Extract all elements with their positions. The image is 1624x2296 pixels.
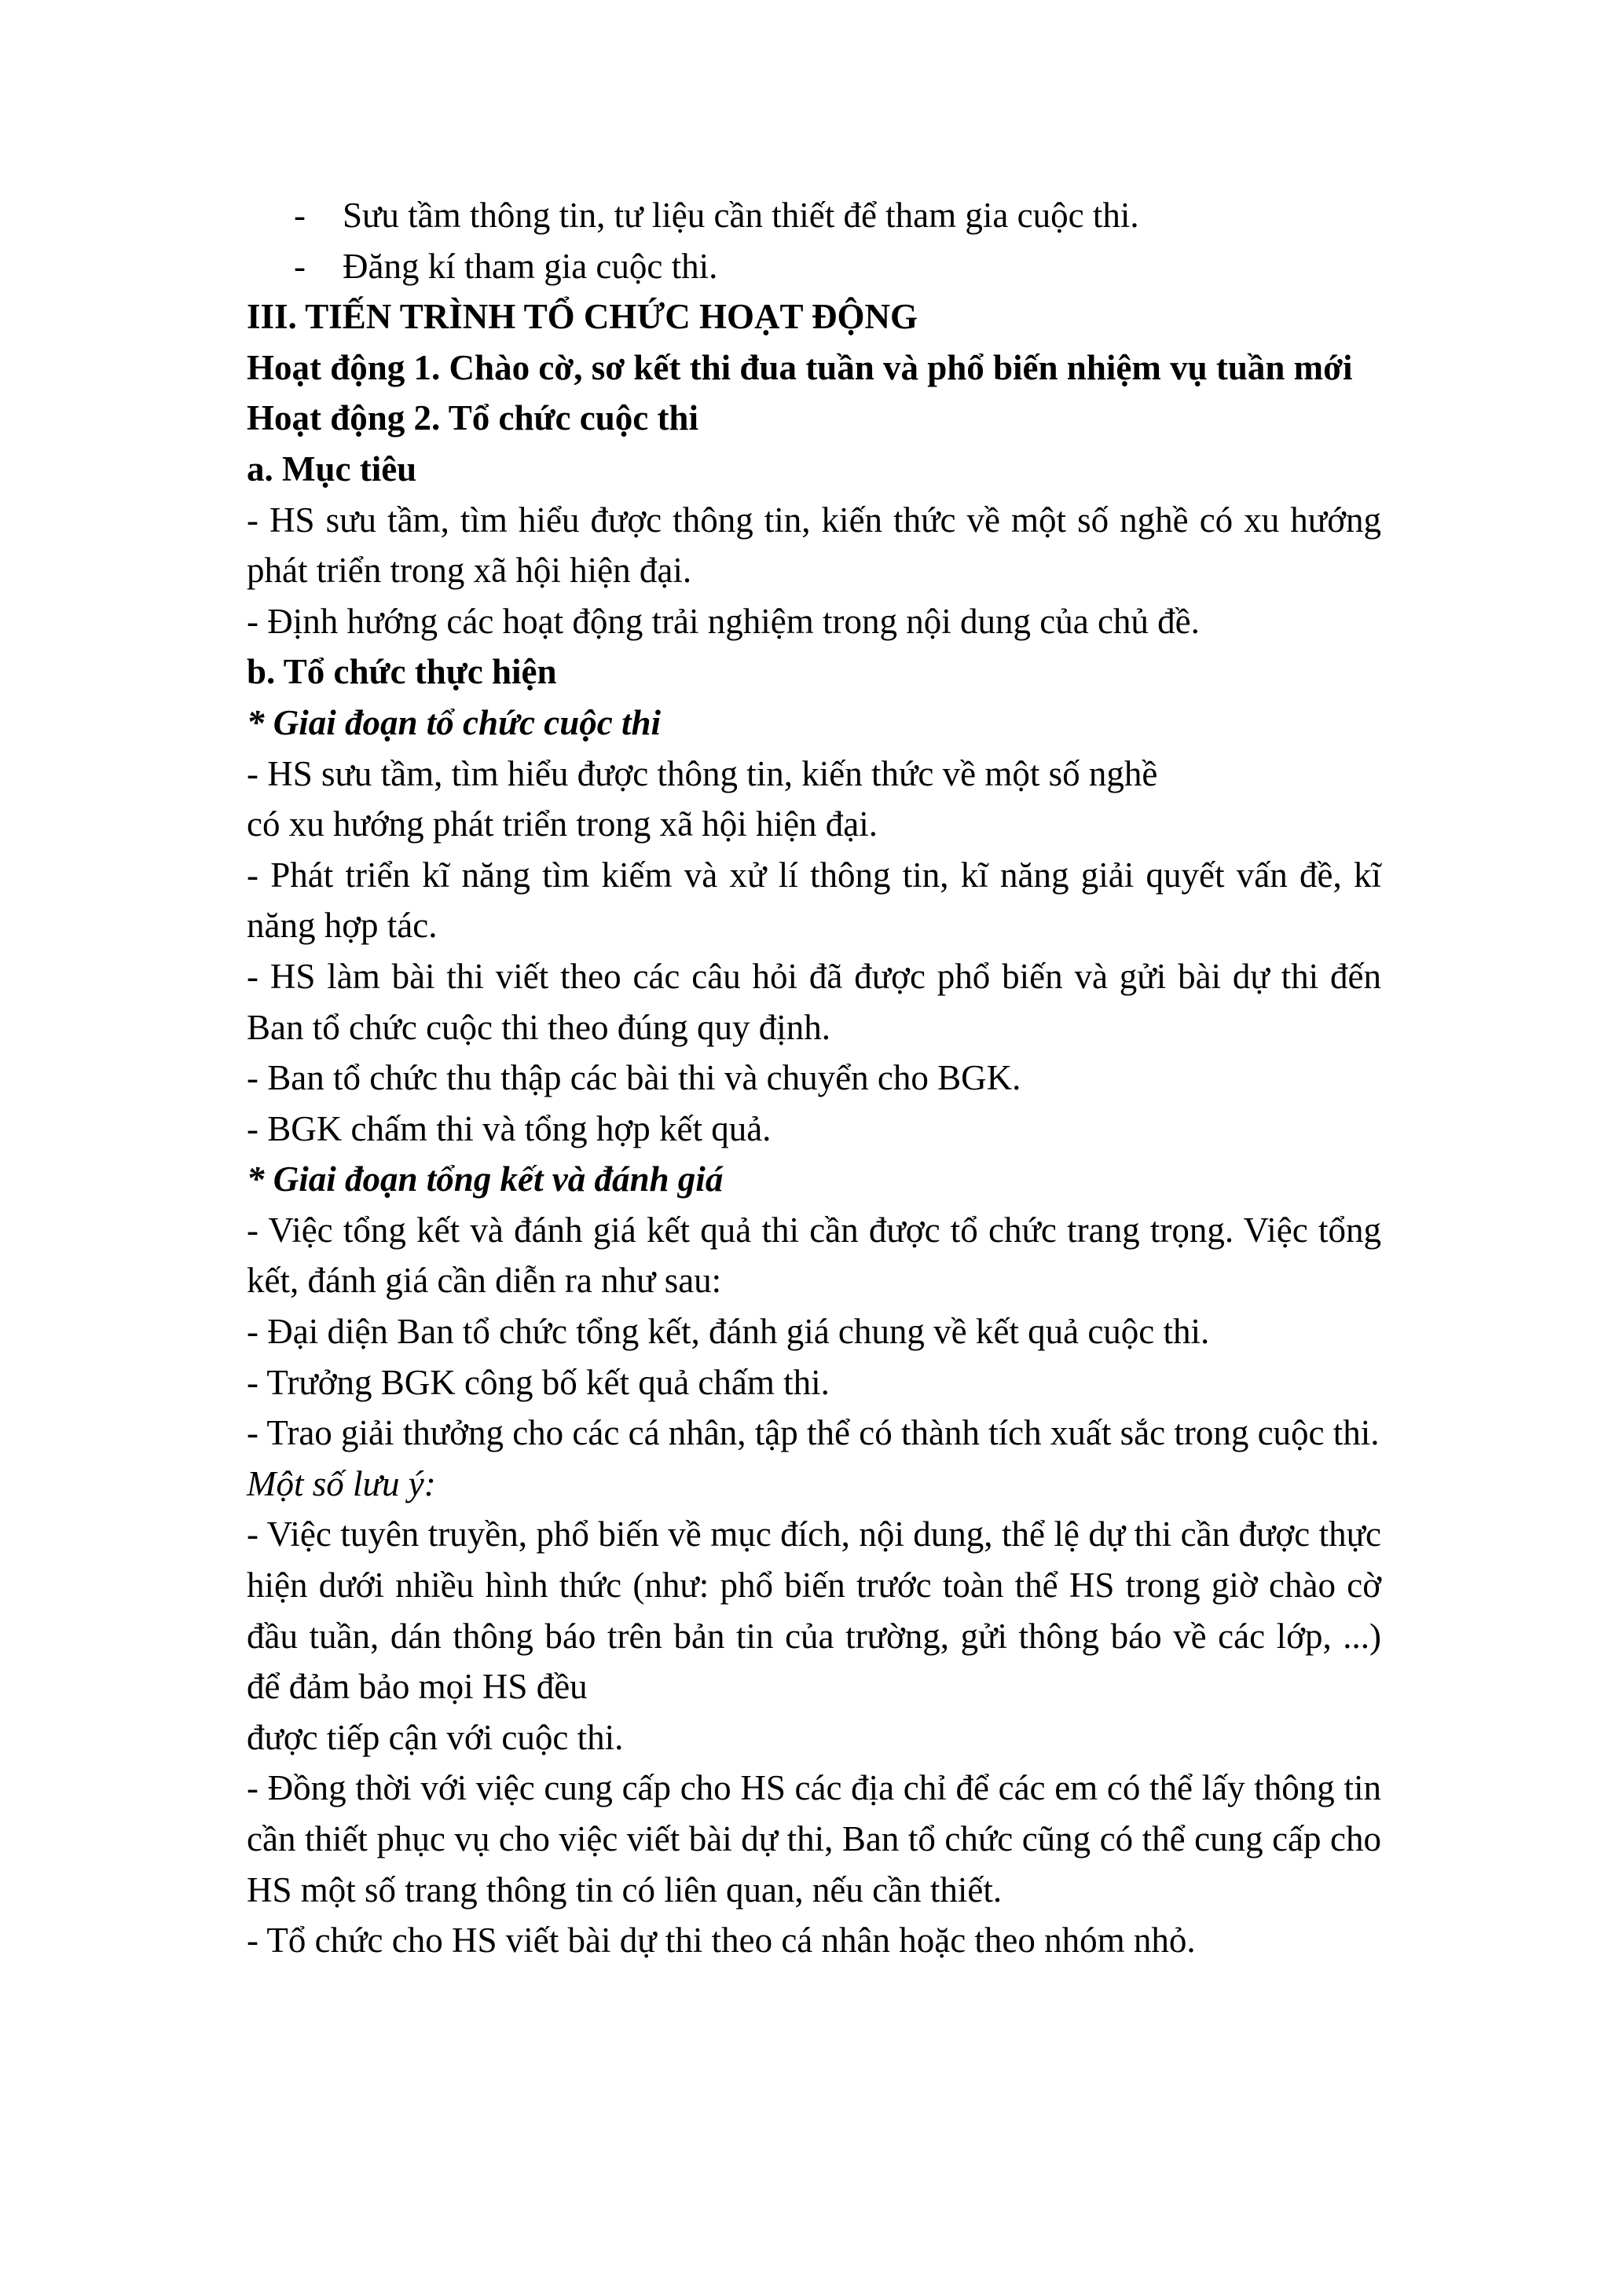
phase-2-item: - Trao giải thưởng cho các cá nhân, tập thể có thành tích xuất sắc trong cuộc thi. — [247, 1413, 1380, 1453]
goal-heading: a. Mục tiêu — [247, 449, 417, 489]
phase-1-item: - BGK chấm thi và tổng hợp kết quả. — [247, 1108, 772, 1148]
phase-1-item: - Ban tổ chức thu thập các bài thi và chuyển cho BGK. — [247, 1058, 1021, 1098]
phase-2-item: - Đại diện Ban tổ chức tổng kết, đánh giá chung về kết quả cuộc thi. — [247, 1312, 1210, 1352]
bullet-item — [247, 190, 1381, 241]
activity-1-heading: Hoạt động 1. Chào cờ, sơ kết thi đua tuần và phổ biến nhiệm vụ tuần mới — [247, 347, 1353, 387]
notes-item: - Việc tuyên truyền, phổ biến về mục đích, nội dung, thể lệ dự thi cần được thực hiện dưới nhiều hình thức (như: phổ biến trước toàn thể HS trong giờ chào cờ đầu tuần, dán thông báo trên bản tin của trường, gửi thông báo về các lớp, ...) để đảm bảo mọi HS đều — [247, 1514, 1381, 1707]
notes-item: - Tổ chức cho HS viết bài dự thi theo cá nhân hoặc theo nhóm nhỏ. — [247, 1921, 1196, 1961]
section-title: III. TIẾN TRÌNH TỔ CHỨC HOẠT ĐỘNG — [247, 297, 918, 337]
phase-1-line: có xu hướng phát triển trong xã hội hiện đại. — [247, 804, 878, 844]
notes-item: - Đồng thời với việc cung cấp cho HS các địa chỉ để các em có thể lấy thông tin cần thiết phục vụ cho việc viết bài dự thi, Ban tổ chức cũng có thể cung cấp cho HS một số trang thông tin có liên quan, nếu cần thiết. — [247, 1768, 1381, 1910]
phase-1-item: - Phát triển kĩ năng tìm kiếm và xử lí thông tin, kĩ năng giải quyết vấn đề, kĩ năng hợp tác. — [247, 855, 1381, 946]
phase-2-heading: * Giai đoạn tổng kết và đánh giá — [247, 1159, 724, 1199]
notes-line: được tiếp cận với cuộc thi. — [247, 1717, 624, 1757]
bullet-marker: - — [294, 196, 306, 235]
phase-2-item: - Việc tổng kết và đánh giá kết quả thi cần được tổ chức trang trọng. Việc tổng kết, đánh giá cần diễn ra như sau: — [247, 1210, 1381, 1301]
implementation-heading: b. Tổ chức thực hiện — [247, 652, 557, 692]
bullet-text: Đăng kí tham gia cuộc thi. — [343, 246, 718, 286]
goal-item: - Định hướng các hoạt động trải nghiệm trong nội dung của chủ đề. — [247, 601, 1200, 641]
notes-heading: Một số lưu ý: — [247, 1463, 436, 1503]
bullet-item — [247, 241, 1381, 292]
bullet-text: Sưu tầm thông tin, tư liệu cần thiết để tham gia cuộc thi. — [343, 196, 1139, 235]
bullet-marker: - — [294, 246, 306, 286]
phase-1-line: - HS sưu tầm, tìm hiểu được thông tin, kiến thức về một số nghề — [247, 753, 1158, 793]
phase-1-heading: * Giai đoạn tổ chức cuộc thi — [247, 702, 661, 742]
activity-2-heading: Hoạt động 2. Tổ chức cuộc thi — [247, 398, 698, 438]
phase-1-item: - HS làm bài thi viết theo các câu hỏi đã được phổ biến và gửi bài dự thi đến Ban tổ chức cuộc thi theo đúng quy định. — [247, 956, 1381, 1047]
phase-2-item: - Trưởng BGK công bố kết quả chấm thi. — [247, 1362, 830, 1402]
document-page — [247, 190, 1381, 1966]
goal-item: - HS sưu tầm, tìm hiểu được thông tin, kiến thức về một số nghề có xu hướng phát triển trong xã hội hiện đại. — [247, 500, 1381, 591]
